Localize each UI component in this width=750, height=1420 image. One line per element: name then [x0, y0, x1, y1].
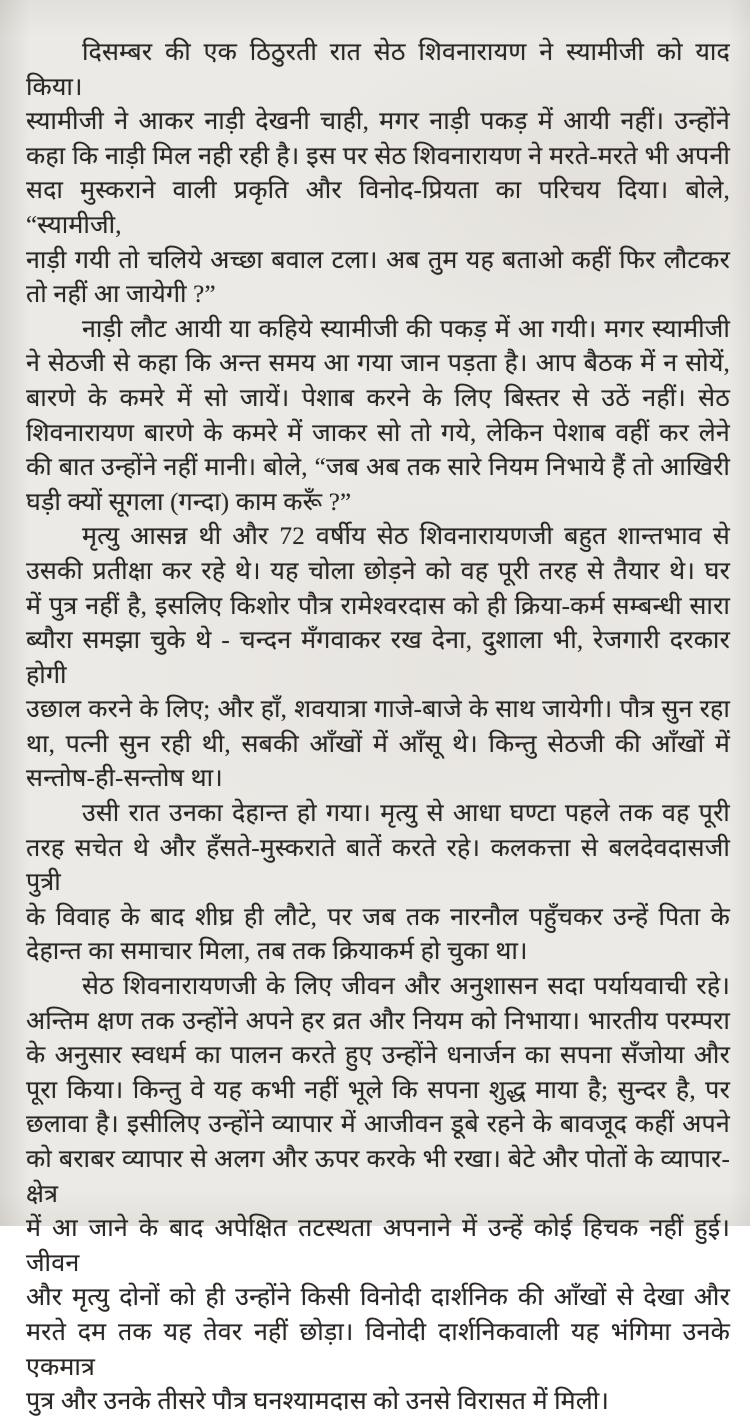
text-line: नाड़ी लौट आयी या कहिये स्यामीजी की पकड़ में आ गयी। मगर स्यामीजी: [82, 315, 730, 343]
paragraph: [26, 797, 730, 970]
text-line: मरते दम तक यह तेवर नहीं छोड़ा। विनोदी दार्शनिकवाली यह भंगिमा उनके एकमात्र: [26, 1318, 730, 1381]
paragraph: [26, 970, 730, 1420]
text-line: कहा कि नाड़ी मिल नही रही है। इस पर सेठ शिवनारायण ने मरते-मरते भी अपनी: [26, 142, 730, 170]
text-line: ब्यौरा समझा चुके थे - चन्दन मँगवाकर रख देना, दुशाला भी, रेजगारी दरकार होगी: [26, 627, 730, 689]
text-line: शिवनारायण बारणे के कमरे में जाकर सो तो गये, लेकिन पेशाब वहीं कर लेने: [26, 419, 730, 447]
paragraph: [26, 313, 730, 521]
text-line: उसी रात उनका देहान्त हो गया। मृत्यु से आधा घण्टा पहले तक वह पूरी: [82, 800, 730, 828]
text-line: में पुत्र नहीं है, इसलिए किशोर पौत्र रामेश्वरदास को ही क्रिया-कर्म सम्बन्धी सारा: [26, 592, 730, 620]
text-line: स्यामीजी ने आकर नाड़ी देखनी चाही, मगर नाड़ी पकड़ में आयी नहीं। उन्होंने: [26, 108, 730, 136]
paragraph: [26, 520, 730, 797]
text-line: के अनुसार स्वधर्म का पालन करते हुए उन्होंने धनार्जन का सपना सँजोया और: [26, 1042, 730, 1070]
text-line: तो नहीं आ जायेगी ?”: [26, 281, 216, 309]
text-line: घड़ी क्यों सूगला (गन्दा) काम करूँ ?”: [26, 488, 352, 516]
text-line: सेठ शिवनारायणजी के लिए जीवन और अनुशासन सदा पर्यायवाची रहे।: [82, 973, 730, 1001]
text-line: सन्तोष-ही-सन्तोष था।: [26, 765, 223, 793]
text-line: उसकी प्रतीक्षा कर रहे थे। यह चोला छोड़ने को वह पूरी तरह से तैयार थे। घर: [26, 557, 730, 585]
text-line: नाड़ी गयी तो चलिये अच्छा बवाल टला। अब तुम यह बताओ कहीं फिर लौटकर: [26, 246, 730, 274]
page-text: [26, 36, 730, 1420]
text-line: बारणे के कमरे में सो जायें। पेशाब करने के लिए बिस्तर से उठें नहीं। सेठ: [26, 384, 730, 412]
text-line: था, पत्नी सुन रही थी, सबकी आँखों में आँसू थे। किन्तु सेठजी की आँखों में: [26, 730, 730, 758]
text-line: तरह सचेत थे और हँसते-मुस्कराते बातें करते रहे। कलकत्ता से बलदेवदासजी पुत्री: [26, 834, 730, 897]
text-line: पूरा किया। किन्तु वे यह कभी नहीं भूले कि सपना शुद्ध माया है; सुन्दर है, पर: [26, 1076, 730, 1104]
text-line: के विवाह के बाद शीघ्र ही लौटे, पर जब तक नारनौल पहुँचकर उन्हें पिता के: [26, 903, 730, 931]
text-line: मृत्यु आसन्न थी और 72 वर्षीय सेठ शिवनारायणजी बहुत शान्तभाव से: [82, 523, 730, 551]
text-line: देहान्त का समाचार मिला, तब तक क्रियाकर्म हो चुका था।: [26, 938, 528, 966]
text-line: पुत्र और उनके तीसरे पौत्र घनश्यामदास को उनसे विरासत में मिली।: [26, 1388, 610, 1416]
text-line: छलावा है। इसीलिए उन्होंने व्यापार में आजीवन डूबे रहने के बावजूद कहीं अपने: [26, 1111, 730, 1139]
paragraph: [26, 36, 730, 313]
text-line: अन्तिम क्षण तक उन्होंने अपने हर व्रत और नियम को निभाया। भारतीय परम्परा: [26, 1007, 730, 1035]
text-line: में आ जाने के बाद अपेक्षित तटस्थता अपनाने में उन्हें कोई हिचक नहीं हुई। जीवन: [26, 1215, 730, 1277]
text-line: उछाल करने के लिए; और हाँ, शवयात्रा गाजे-बाजे के साथ जायेगी। पौत्र सुन रहा: [26, 696, 730, 724]
text-line: की बात उन्होंने नहीं मानी। बोले, “जब अब तक सारे नियम निभाये हैं तो आखिरी: [26, 454, 730, 482]
text-line: और मृत्यु दोनों को ही उन्होंने किसी विनोदी दार्शनिक की आँखों से देखा और: [26, 1284, 730, 1312]
text-line: सदा मुस्कराने वाली प्रकृति और विनोद-प्रियता का परिचय दिया। बोले, “स्यामीजी,: [26, 177, 730, 239]
text-line: ने सेठजी से कहा कि अन्त समय आ गया जान पड़ता है। आप बैठक में न सोयें,: [26, 350, 730, 378]
text-line: को बराबर व्यापार से अलग और ऊपर करके भी रखा। बेटे और पोतों के व्यापार-क्षेत्र: [26, 1146, 730, 1208]
text-line: दिसम्बर की एक ठिठुरती रात सेठ शिवनारायण ने स्यामीजी को याद किया।: [26, 39, 730, 101]
